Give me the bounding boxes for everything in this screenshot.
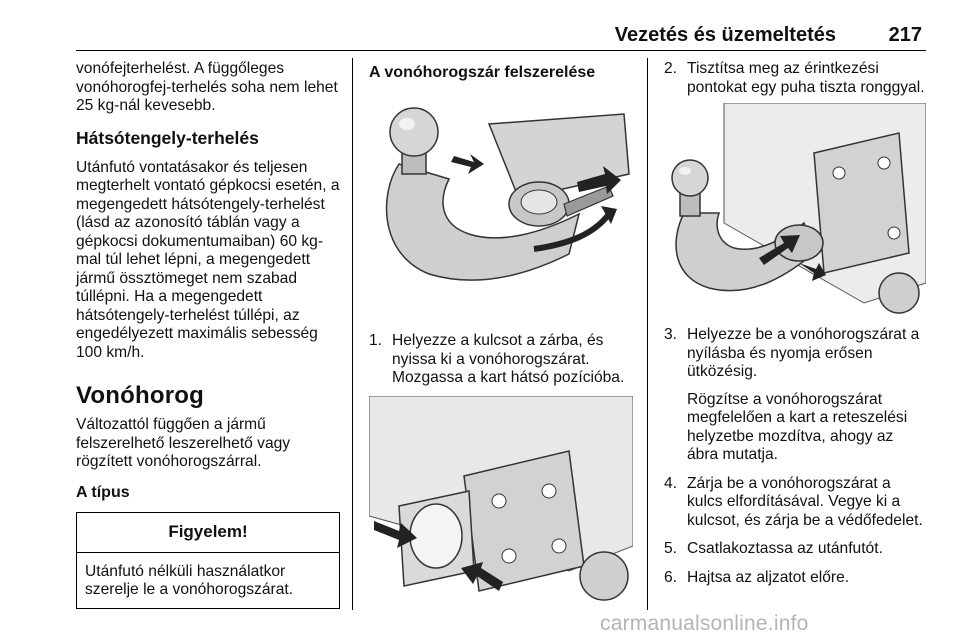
towbar-socket-illustration	[369, 396, 633, 606]
warning-box	[76, 512, 340, 609]
towbar-unlock-illustration	[369, 104, 635, 304]
column-left	[76, 60, 340, 609]
rear-axle-paragraph: Utánfutó vontatásakor és teljesen megterhelt vontató gépkocsi esetén, a megengedett hátsótengely-terhelést (lásd az azonosító táblán vagy a gépkocsi dokumentumaiban) 60 kg-mal túl lehet lépni, a megengedett jármű össztömeget nem szabad túllépni. Ha a megengedett hátsótengely-terhelést túllépi, az engedélyezett maximális sebesség 100 km/h.	[76, 158, 340, 361]
page-header	[76, 22, 926, 51]
rear-axle-heading: Hátsótengely-terhelés	[76, 127, 259, 148]
step-number: 3.	[664, 326, 678, 343]
warning-title: Figyelem!	[77, 513, 339, 553]
step-2	[664, 60, 926, 97]
towbar-insert-illustration	[664, 103, 926, 318]
step-1	[369, 332, 635, 388]
column-divider	[352, 58, 353, 610]
step-number: 1.	[369, 332, 383, 349]
towbar-heading: Vonóhorog	[76, 382, 204, 409]
step-number: 6.	[664, 568, 678, 586]
towbar-paragraph: Változattól függően a jármű felszerelhető leszerelhető vagy rögzített vonóhorogszárral.	[76, 416, 291, 470]
column-middle	[369, 60, 635, 606]
page-number: 217	[888, 24, 922, 46]
watermark: carmanualsonline.info	[600, 612, 809, 635]
section-title: Vezetés és üzemeltetés	[614, 24, 836, 46]
step-number: 5.	[664, 540, 678, 557]
intro-paragraph: vonófejterhelést. A függőleges vonóhorogfej-terhelés soha nem lehet 25 kg-nál kevesebb.	[76, 60, 338, 114]
step-text: Helyezze a kulcsot a zárba, és nyissa ki a vonóhorogszárat. Mozgassa a kart hátsó pozícióba.	[392, 332, 625, 386]
step-text: Helyezze be a vonóhorogszárat a nyílásba és nyomja erősen ütközésig.	[687, 326, 920, 380]
step-text: Zárja be a vonóhorogszárat a kulcs elfordításával. Vegye ki a kulcsot, és zárja be a védőfedelet.	[687, 474, 923, 529]
step-number: 2.	[664, 60, 678, 77]
warning-text: Utánfutó nélküli használatkor szerelje le a vonóhorogszárat.	[85, 562, 294, 598]
step-6	[664, 569, 926, 588]
step-4	[664, 475, 926, 531]
step-text: Hajtsa az aljzatot előre.	[687, 568, 850, 586]
step-3	[664, 326, 926, 465]
column-divider	[647, 58, 648, 610]
step-text: Tisztítsa meg az érintkezési pontokat egy puha tiszta ronggyal.	[687, 60, 925, 96]
step-subtext: Rögzítse a vonóhorogszárat megfelelően a kart a reteszelési helyzetbe mozdítva, ahogy az ábra mutatja.	[687, 390, 908, 463]
step-number: 4.	[664, 474, 678, 492]
column-right	[664, 60, 926, 587]
step-5	[664, 540, 926, 559]
type-a-heading: A típus	[76, 483, 130, 501]
step-text: Csatlakoztassa az utánfutót.	[687, 540, 883, 557]
install-heading: A vonóhorogszár felszerelése	[369, 64, 596, 81]
